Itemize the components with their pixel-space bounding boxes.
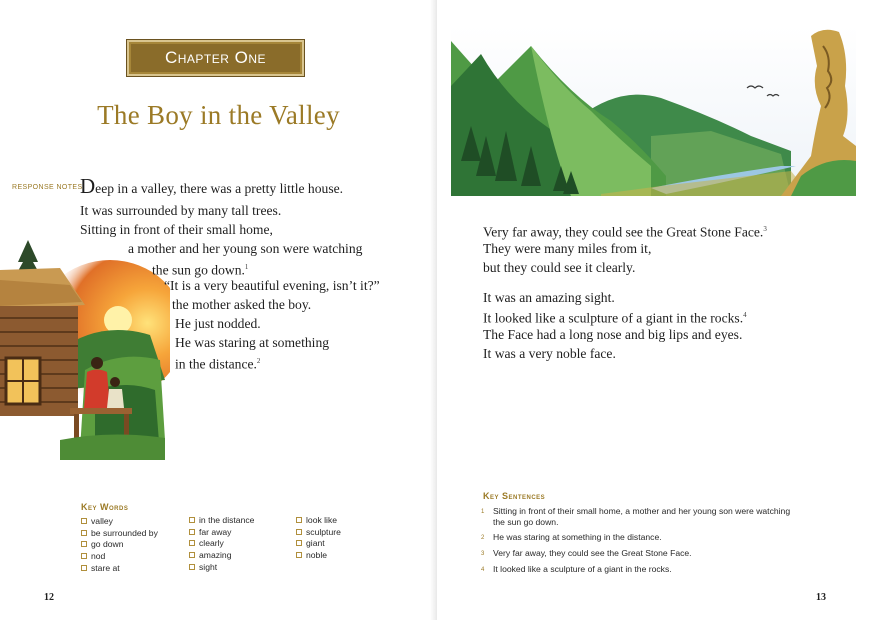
story-line: It looked like a sculpture of a giant in the rocks.$^4$ (483, 310, 747, 326)
key-word-item: valley (81, 515, 158, 527)
story-line: Deep in a valley, there was a pretty little house. (80, 174, 344, 198)
key-words-column (296, 514, 341, 561)
story-line: but they could see it clearly. (483, 260, 636, 275)
chapter-label: Chapter One (164, 48, 267, 67)
checkbox-icon[interactable] (296, 529, 302, 535)
story-line: “It is a very beautiful evening, isn’t it?” (164, 278, 380, 293)
story-line: He was staring at something (175, 335, 330, 350)
story-line: They were many miles from it, (483, 241, 652, 256)
key-word-item: sculpture (296, 526, 341, 538)
drop-cap: D (80, 174, 96, 198)
key-sentence-text: Very far away, they could see the Great Stone Face. (493, 548, 692, 558)
key-sentence-item (481, 548, 793, 560)
story-line: The Face had a long nose and big lips and eyes. (483, 327, 743, 342)
key-word-item: giant (296, 537, 341, 549)
response-notes-label: RESPONSE NOTES (12, 184, 83, 191)
checkbox-icon[interactable] (296, 517, 302, 523)
page-number: 12 (44, 592, 54, 603)
key-sentence-text: He was staring at something in the distance. (493, 532, 662, 542)
key-word-item: noble (296, 549, 341, 561)
key-word-item: look like (296, 514, 341, 526)
key-word-item: nod (81, 550, 158, 562)
checkbox-icon[interactable] (189, 552, 195, 558)
key-sentence-number: 2 (481, 535, 485, 541)
story-line: in the distance.$^2$ (175, 356, 261, 372)
checkbox-icon[interactable] (189, 564, 195, 570)
key-words-heading: Key Words (81, 502, 129, 512)
footnote-marker: 4 (743, 311, 747, 319)
checkbox-icon[interactable] (81, 518, 87, 524)
key-sentence-number: 4 (481, 567, 485, 573)
story-line: He just nodded. (175, 316, 261, 331)
key-sentence-number: 1 (481, 509, 485, 515)
story-line: Sitting in front of their small home, (80, 222, 273, 237)
key-word-item: in the distance (189, 514, 254, 526)
story-line: the mother asked the boy. (172, 297, 312, 312)
key-sentence-item (481, 532, 793, 544)
story-line: It was a very noble face. (483, 346, 616, 361)
footnote-marker: 2 (256, 357, 261, 365)
story-line: Very far away, they could see the Great Stone Face.$^3$ (483, 224, 767, 240)
chapter-badge (127, 40, 304, 76)
footnote-marker: 3 (763, 225, 767, 233)
key-sentence-text: It looked like a sculpture of a giant in the rocks. (493, 564, 672, 574)
key-word-item: go down (81, 538, 158, 550)
key-word-item: far away (189, 526, 254, 538)
checkbox-icon[interactable] (296, 540, 302, 546)
key-word-item: stare at (81, 562, 158, 574)
key-sentence-item (481, 506, 793, 528)
key-words-column (189, 514, 254, 572)
key-sentence-item (481, 564, 793, 576)
checkbox-icon[interactable] (81, 530, 87, 536)
key-word-item: clearly (189, 537, 254, 549)
checkbox-icon[interactable] (189, 540, 195, 546)
checkbox-icon[interactable] (81, 565, 87, 571)
story-line: a mother and her young son were watching (128, 241, 363, 256)
checkbox-icon[interactable] (81, 541, 87, 547)
checkbox-icon[interactable] (296, 552, 302, 558)
chapter-title: The Boy in the Valley (97, 100, 340, 130)
story-line: It was surrounded by many tall trees. (80, 203, 282, 218)
footnote-marker: 1 (244, 263, 249, 271)
key-sentence-text: Sitting in front of their small home, a mother and her young son were watching the sun go down. (493, 506, 791, 527)
key-sentence-number: 3 (481, 551, 485, 557)
mountain-landscape-illustration (451, 26, 856, 196)
story-line: It was an amazing sight. (483, 290, 615, 305)
page-number: 13 (816, 592, 826, 603)
cabin-sunset-illustration (0, 240, 170, 460)
key-word-item: amazing (189, 549, 254, 561)
key-word-item: be surrounded by (81, 527, 158, 539)
checkbox-icon[interactable] (189, 529, 195, 535)
checkbox-icon[interactable] (189, 517, 195, 523)
story-line: the sun go down.$^1$ (152, 262, 249, 278)
key-word-item: sight (189, 561, 254, 573)
key-words-column (81, 515, 158, 573)
key-sentences-heading: Key Sentences (483, 491, 546, 501)
checkbox-icon[interactable] (81, 553, 87, 559)
